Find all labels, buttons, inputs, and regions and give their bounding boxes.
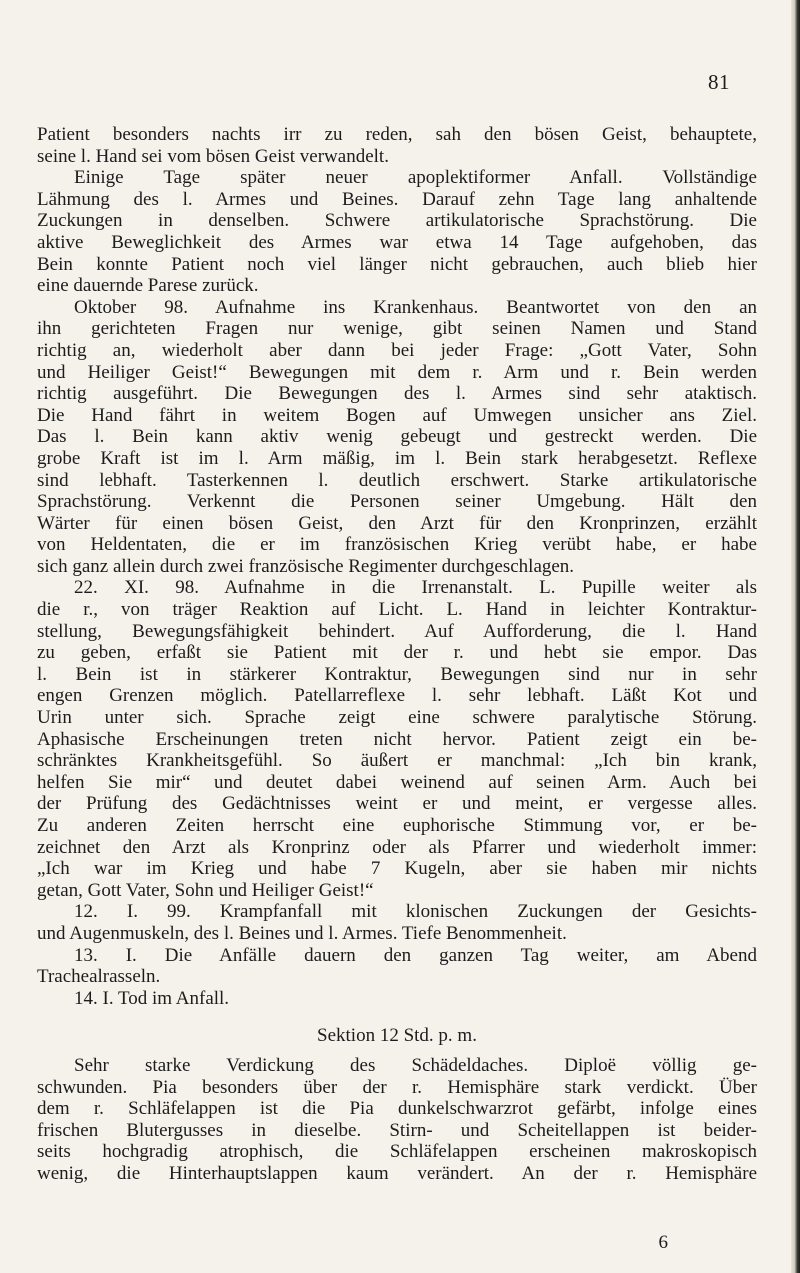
text-line: frischen Blutergusses in dieselbe. Stirn- und Scheitellappen ist beider- xyxy=(37,1119,757,1141)
text-line: „Ich war im Krieg und habe 7 Kugeln, aber sie haben mir nichts xyxy=(37,858,757,880)
text-line: grobe Kraft ist im l. Arm mäßig, im l. Bein stark herabgesetzt. Reflexe xyxy=(37,447,757,469)
text-line: wenig, die Hinterhauptslappen kaum verändert. An der r. Hemisphäre xyxy=(37,1162,757,1184)
text-line: engen Grenzen möglich. Patellarreflexe l. sehr lebhaft. Läßt Kot und xyxy=(37,685,757,707)
text-line: seits hochgradig atrophisch, die Schläfelappen erscheinen makroskopisch xyxy=(37,1141,757,1163)
text-line: ihn gerichteten Fragen nur wenige, gibt seinen Namen und Stand xyxy=(37,318,757,340)
text-line: Sehr starke Verdickung des Schädeldaches. Diploë völlig ge- xyxy=(74,1054,757,1076)
text-line: von Heldentaten, die er im französischen Krieg verübt habe, er habe xyxy=(37,534,757,556)
text-line: Zu anderen Zeiten herrscht eine euphorische Stimmung vor, er be- xyxy=(37,815,757,836)
text-line: l. Bein ist in stärkerer Kontraktur, Bewegungen sind nur in sehr xyxy=(37,663,757,685)
text-line: aktive Beweglichkeit des Armes war etwa 14 Tage aufgehoben, das xyxy=(37,231,757,253)
text-line: richtig ausgeführt. Die Bewegungen des l. Armes sind sehr ataktisch. xyxy=(37,383,757,405)
text-line: zu geben, erfaßt sie Patient mit der r. und hebt sie empor. Das xyxy=(37,642,757,664)
text-line: Bein konnte Patient noch viel länger nicht gebrauchen, auch blieb hier xyxy=(37,253,757,275)
text-line: stellung, Bewegungsfähigkeit behindert. Auf Aufforderung, die l. Hand xyxy=(37,620,757,642)
text-line: eine dauernde Parese zurück. xyxy=(37,275,259,297)
section-heading: Sektion 12 Std. p. m. xyxy=(317,1025,477,1047)
text-line: Sprachstörung. Verkennt die Personen seiner Umgebung. Hält den xyxy=(37,491,757,513)
text-line: Oktober 98. Aufnahme ins Krankenhaus. Beantwortet von den an xyxy=(74,296,757,318)
signature-mark-row xyxy=(0,1232,768,1254)
text-line: 22. XI. 98. Aufnahme in die Irrenanstalt. L. Pupille weiter als xyxy=(74,577,757,599)
text-line: richtig an, wiederholt aber dann bei jeder Frage: „Gott Vater, Sohn xyxy=(37,339,757,361)
text-line: und Heiliger Geist!“ Bewegungen mit dem r. Arm und r. Bein werden xyxy=(37,361,757,383)
text-line: Aphasische Erscheinungen treten nicht hervor. Patient zeigt ein be- xyxy=(37,728,757,750)
text-line: schränktes Krankheitsgefühl. So äußert er manchmal: „Ich bin krank, xyxy=(37,750,757,772)
text-line: schwunden. Pia besonders über der r. Hemisphäre stark verdickt. Über xyxy=(37,1076,757,1098)
text-line: Lähmung des l. Armes und Beines. Darauf zehn Tage lang anhaltende xyxy=(37,188,757,210)
text-line: Urin unter sich. Sprache zeigt eine schwere paralytische Störung. xyxy=(37,707,757,729)
text-line: zeichnet den Arzt als Kronprinz oder als Pfarrer und wiederholt immer: xyxy=(37,836,757,858)
text-line: dem r. Schläfelappen ist die Pia dunkelschwarzrot gefärbt, infolge eines xyxy=(37,1098,757,1120)
text-line: 12. I. 99. Krampfanfall mit klonischen Zuckungen der Gesichts- xyxy=(74,901,757,923)
text-line: seine l. Hand sei vom bösen Geist verwandelt. xyxy=(37,145,389,167)
text-line: Zuckungen in denselben. Schwere artikulatorische Sprachstörung. Die xyxy=(37,210,757,232)
text-line: Wärter für einen bösen Geist, den Arzt für den Kronprinzen, erzählt xyxy=(37,512,757,534)
text-line: 14. I. Tod im Anfall. xyxy=(74,987,230,1009)
text-line: Einige Tage später neuer apoplektiformer Anfall. Vollständige xyxy=(74,167,757,189)
text-line: sind lebhaft. Tasterkennen l. deutlich erschwert. Starke artikulatorische xyxy=(37,469,757,491)
text-line: sich ganz allein durch zwei französische Regimenter durchgeschlagen. xyxy=(37,555,575,577)
text-line: Die Hand fährt in weitem Bogen auf Umwegen unsicher ans Ziel. xyxy=(37,404,757,426)
page-number: 81 xyxy=(708,70,730,94)
text-line: helfen Sie mir“ und deutet dabei weinend auf seinen Arm. Auch bei xyxy=(37,771,757,793)
text-line: und Augenmuskeln, des l. Beines und l. Armes. Tiefe Benommenheit. xyxy=(37,922,567,944)
text-line: 13. I. Die Anfälle dauern den ganzen Tag weiter, am Abend xyxy=(74,944,757,966)
text-line: Das l. Bein kann aktiv wenig gebeugt und gestreckt werden. Die xyxy=(37,426,757,448)
text-line: Patient besonders nachts irr zu reden, sah den bösen Geist, behauptete, xyxy=(37,124,757,145)
signature-mark: 6 xyxy=(658,1232,668,1253)
text-line: getan, Gott Vater, Sohn und Heiliger Geist!“ xyxy=(37,879,374,901)
text-line: die r., von träger Reaktion auf Licht. L. Hand in leichter Kontraktur- xyxy=(37,599,757,621)
text-line: Trachealrasseln. xyxy=(37,966,161,988)
text-line: der Prüfung des Gedächtnisses weint er und meint, er vergesse alles. xyxy=(37,793,757,815)
body-text xyxy=(37,124,757,1185)
page-edge-shadow xyxy=(791,0,800,1273)
